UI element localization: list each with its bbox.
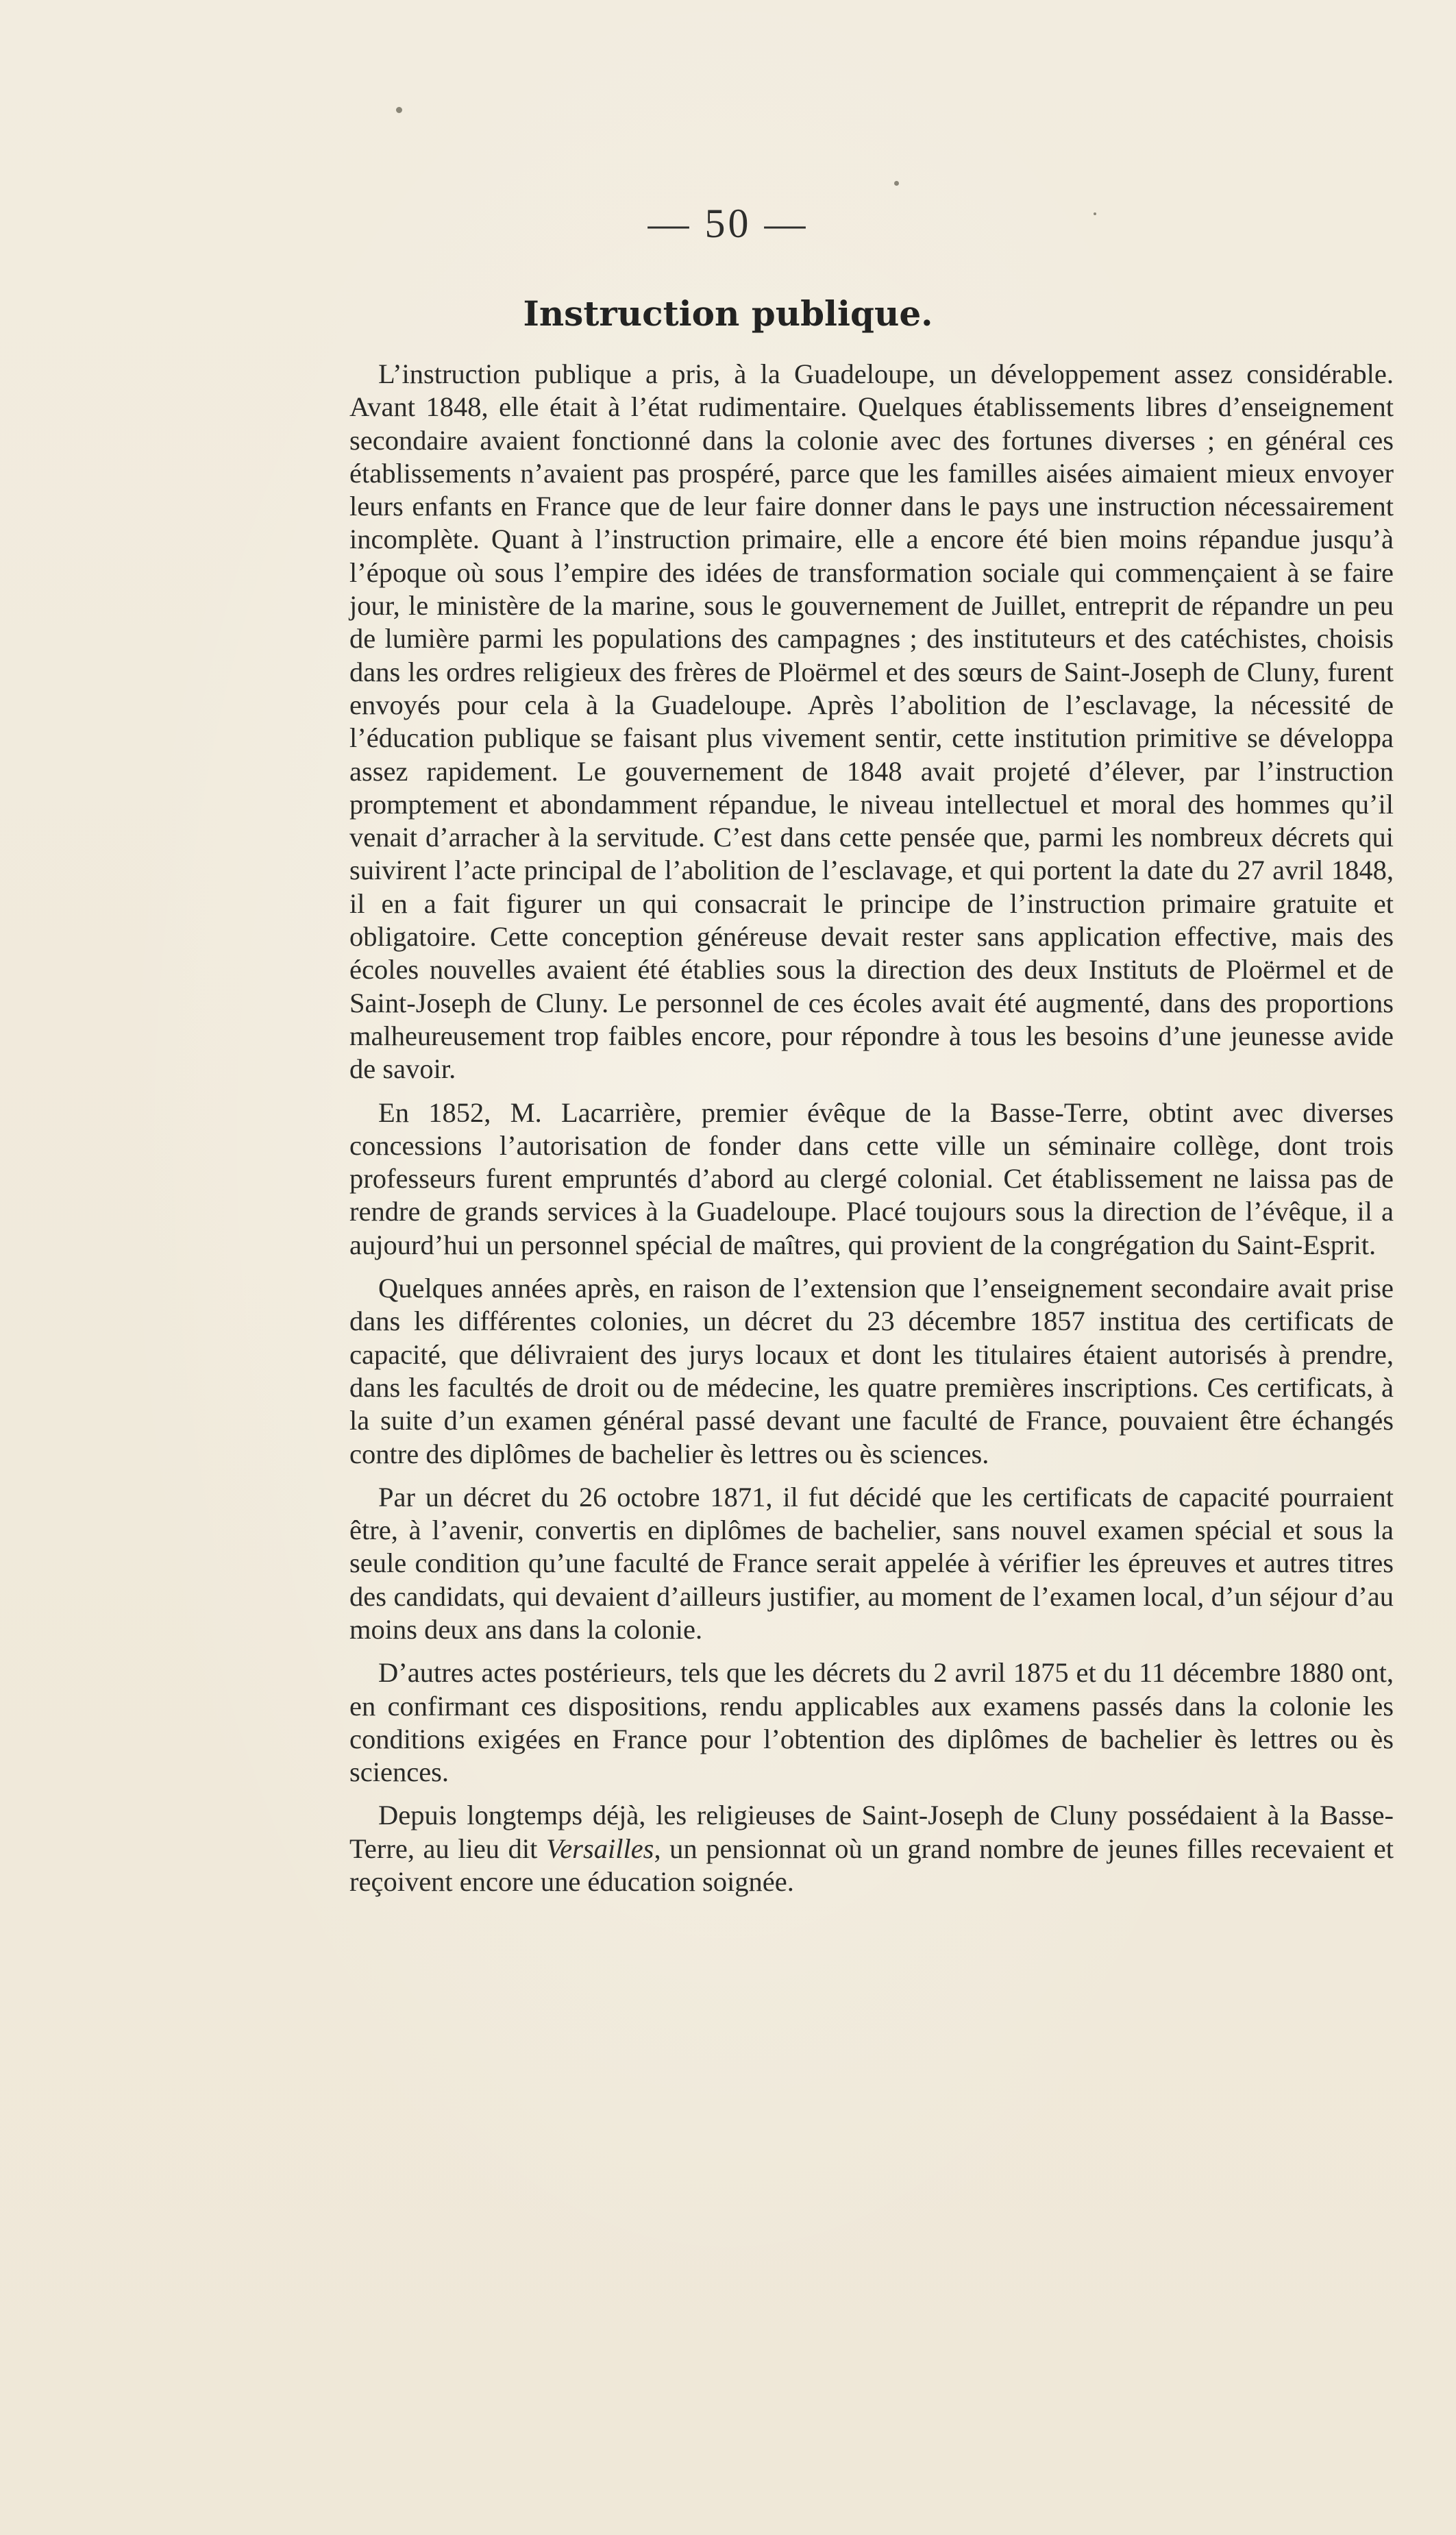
paragraph: En 1852, M. Lacarrière, premier évêque de la Basse-Terre, obtint avec diverses concessions l’autorisation de fonder dans cette ville un séminaire collège, dont trois professeurs furent empruntés d’abord au clergé colonial. Cet établissement ne laissa pas de rendre de grands services à la Guadeloupe. Placé toujours sous la direction de l’évêque, il a aujourd’hui un personnel spécial de maîtres, qui provient de la congrégation du Saint-Esprit. [349,1097,1394,1260]
paragraph: Depuis longtemps déjà, les religieuses de Saint-Joseph de Cluny possédaient à la Basse-Terre, au lieu dit Versailles, un pensionnat où un grand nombre de jeunes filles recevaient et reçoivent encore une éducation soignée. [349,1800,1394,1898]
paragraph: L’instruction publique a pris, à la Guadeloupe, un développement assez considérable. Avant 1848, elle était à l’état rudimentaire. Quelques établissements libres d’enseignement secondaire avaient fonctionné dans la colonie avec des fortunes diverses ; en général ces établissements n’avaient pas prospéré, parce que les familles aisées aimaient mieux envoyer leurs enfants en France que de leur faire donner dans le pays une instruction nécessairement incomplète. Quant à l’instruction primaire, elle a encore été bien moins répandue jusqu’à l’époque où sous l’empire des idées de transformation sociale qui commençaient à se faire jour, le ministère de la marine, sous le gouvernement de Juillet, entreprit de répandre un peu de lumière parmi les populations des campagnes ; des instituteurs et des catéchistes, choisis dans les ordres religieux des frères de Ploërmel et des sœurs de Saint-Joseph de Cluny, furent envoyés pour cela à la Guadeloupe. Après l’abolition de l’esclavage, la nécessité de l’éducation publique se faisant plus vivement sentir, cette institution primitive se développa assez rapidement. Le gouvernement de 1848 avait projeté d’élever, par l’instruction promptement et abondamment répandue, le niveau intellectuel et moral des hommes qu’il venait d’arracher à la servitude. C’est dans cette pensée que, parmi les nombreux décrets qui suivirent l’acte principal de l’abolition de l’esclavage, et qui portent la date du 27 avril 1848, il en a fait figurer un qui consacrait le principe de l’instruction primaire gratuite et obligatoire. Cette conception généreuse devait rester sans application effective, mais des écoles nouvelles avaient été établies sous la direction des deux Instituts de Ploërmel et de Saint-Joseph de Cluny. Le personnel de ces écoles avait été augmenté, dans des proportions malheureusement trop faibles encore, pour répondre à tous les besoins d’une jeunesse avide de savoir. [349,358,1394,1085]
paragraph: Par un décret du 26 octobre 1871, il fut décidé que les certificats de capacité pourraient être, à l’avenir, convertis en diplômes de bachelier, sans nouvel examen spécial et sous la seule condition qu’une faculté de France serait appelée à vérifier les épreuves et autres titres des candidats, qui devaient d’ailleurs justifier, au moment de l’examen local, d’un séjour d’au moins deux ans dans la colonie. [349,1481,1394,1645]
body-text [349,358,1394,1909]
ink-speck [396,107,402,113]
section-title: Instruction publique. [523,293,933,334]
page-number: — 50 — [647,201,809,246]
paragraph: Quelques années après, en raison de l’extension que l’enseignement secondaire avait prise dans les différentes colonies, un décret du 23 décembre 1857 institua des certificats de capacité, que délivraient des jurys locaux et dont les titulaires étaient autorisés à prendre, dans les facultés de droit ou de médecine, les quatre premières inscriptions. Ces certificats, à la suite d’un examen général passé devant une faculté de France, pouvaient être échangés contre des diplômes de bachelier ès lettres ou ès sciences. [349,1273,1394,1469]
italic-place-name: Versailles [545,1833,654,1864]
ink-speck [894,181,899,186]
paragraph: D’autres actes postérieurs, tels que les décrets du 2 avril 1875 et du 11 décembre 1880 ont, en confirmant ces dispositions, rendu applicables aux examens passés dans la colonie les conditions exigées en France pour l’obtention des diplômes de bachelier ès lettres ou ès sciences. [349,1657,1394,1788]
